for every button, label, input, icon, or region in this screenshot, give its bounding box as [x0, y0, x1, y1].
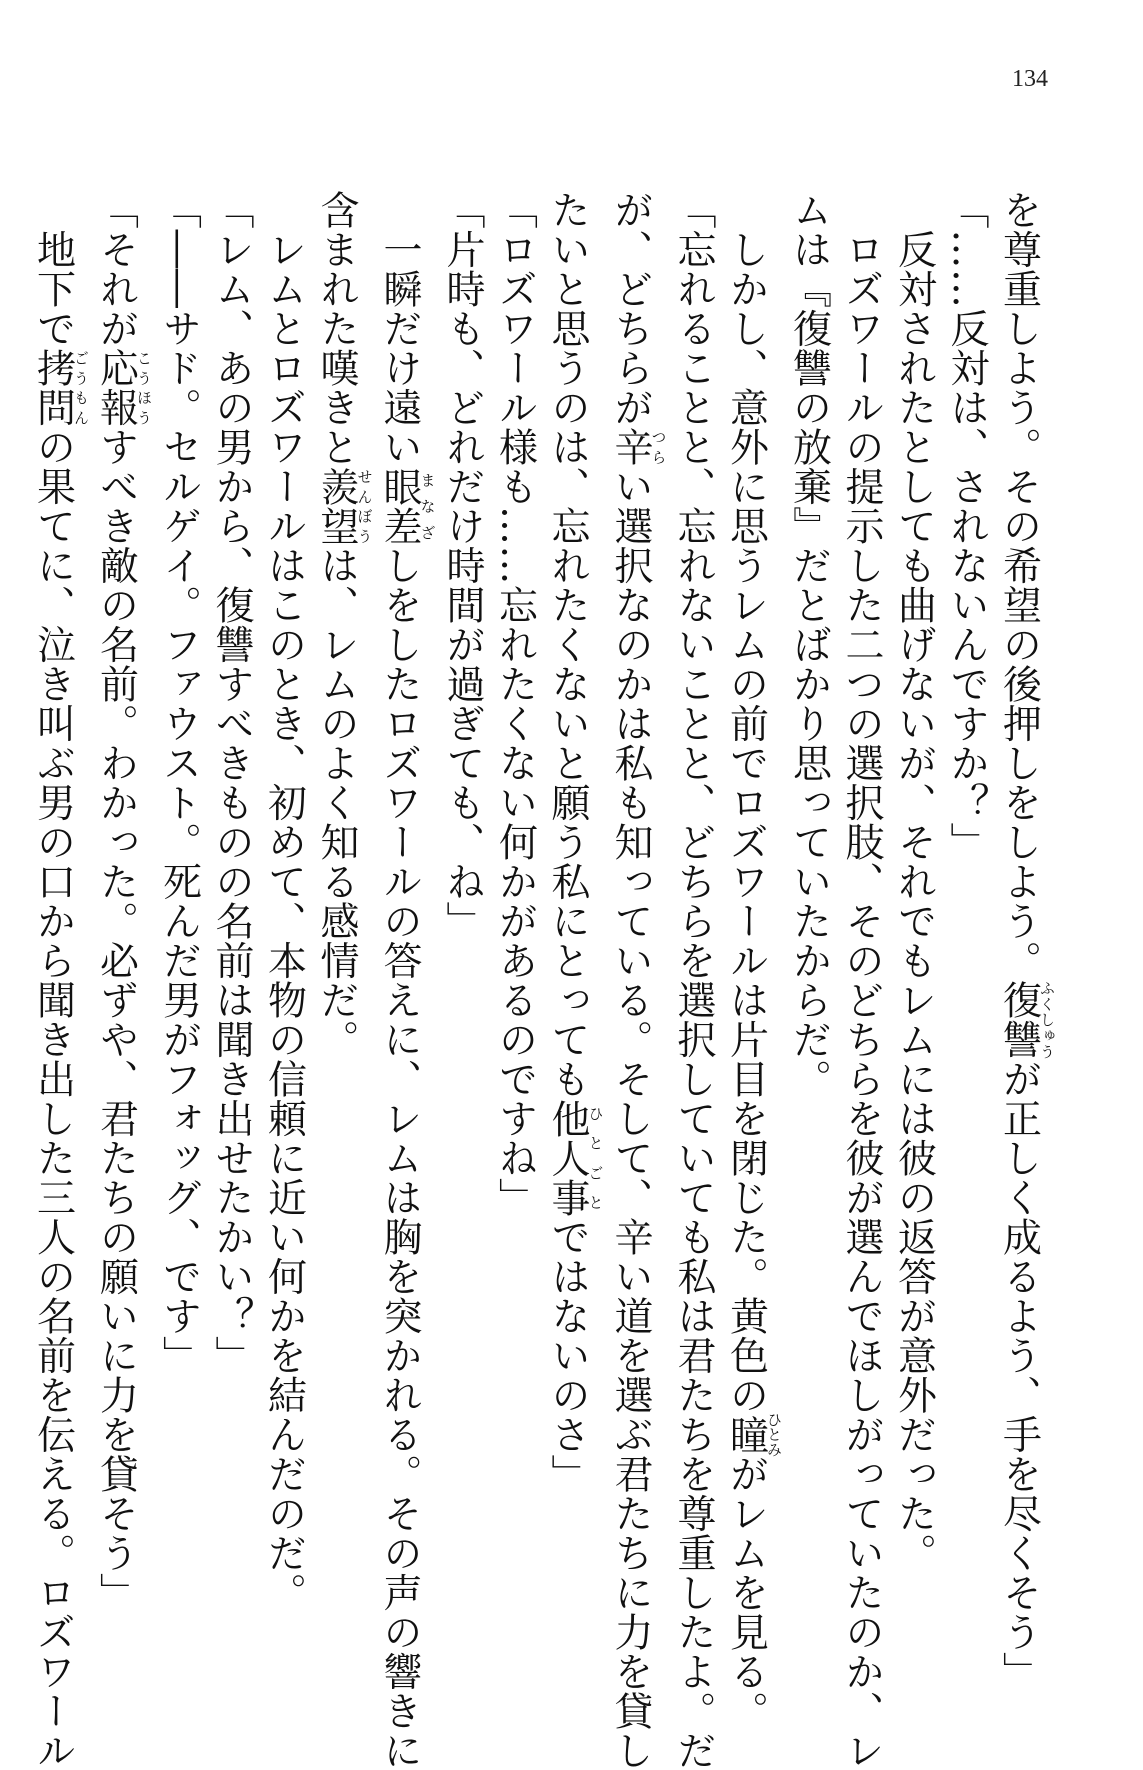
body-text [30, 190, 1056, 1770]
text-line: レムとロズワールはこのとき、初めて、本物の信頼に近い何かを結んだのだ。 [261, 190, 307, 1612]
text-line: が、どちらが辛つらい選択なのかは私も知っている。そして、辛い道を選ぶ君たちに力を貸し [608, 190, 668, 1770]
text-line: しかし、意外に思うレムの前でロズワールは片目を閉じた。黄色の瞳ひとみがレムを見る。 [723, 190, 783, 1731]
text-line: 「ロズワール様も……忘れたくない何かがあるのですね」 [492, 190, 538, 1217]
text-line: 「レム、あの男から、復讐すべきものの名前は聞き出せたかい？」 [209, 190, 254, 1375]
text-line: 一瞬だけ遠い眼差まなざしをしたロズワールの答えに、レムは胸を突かれる。その声の響きに [377, 190, 437, 1770]
page-number: 134 [1012, 66, 1048, 92]
text-line: 反対されたとしても曲げないが、それでもレムには彼の返答が意外だった。 [891, 190, 937, 1573]
text-line: ロズワールの提示した二つの選択肢、そのどちらを彼が選んでほしがっていたのか、レ [839, 190, 884, 1770]
text-line: 含まれた嘆きと羨望せんぼうは、レムのよく知る感情だ。 [314, 190, 374, 1059]
text-line: たいと思うのは、忘れたくないと願う私にとっても他人事ひとごとではないのさ」 [545, 190, 605, 1494]
ruby: 眼差まなざ [377, 466, 437, 546]
text-line: 「それが応報こうほうすべき敵の名前。わかった。必ずや、君たちの願いに力を貸そう」 [93, 190, 153, 1612]
ruby: 辛つら [608, 427, 668, 467]
text-line: を尊重しよう。その希望の後押しをしよう。復讐ふくしゅうが正しく成るよう、手を尽くそう」 [996, 190, 1056, 1691]
text-line: ムは『復讐の放棄』だとばかり思っていたからだ。 [786, 190, 832, 1099]
text-line: 「忘れることと、忘れないことと、どちらを選択していても私は君たちを尊重したよ。だ [671, 190, 716, 1770]
text-line: 「……反対は、されないんですか？」 [944, 190, 989, 862]
ruby: 羨望せんぼう [314, 466, 374, 546]
text-line: 地下で拷問ごうもんの果てに、泣き叫ぶ男の口から聞き出した三人の名前を伝える。ロズワール [30, 190, 90, 1770]
ruby: 瞳ひとみ [723, 1411, 783, 1457]
ruby: 拷問ごうもん [30, 348, 90, 427]
text-line: 「片時も、どれだけ時間が過ぎても、ね」 [440, 190, 485, 941]
ruby: 応報こうほう [93, 348, 153, 427]
ruby: 他人事ひとごと [545, 1098, 605, 1217]
ruby: 復讐ふくしゅう [996, 980, 1056, 1059]
text-line: 「――サド。セルゲイ。ファウスト。死んだ男がフォッグ、です」 [156, 190, 202, 1375]
